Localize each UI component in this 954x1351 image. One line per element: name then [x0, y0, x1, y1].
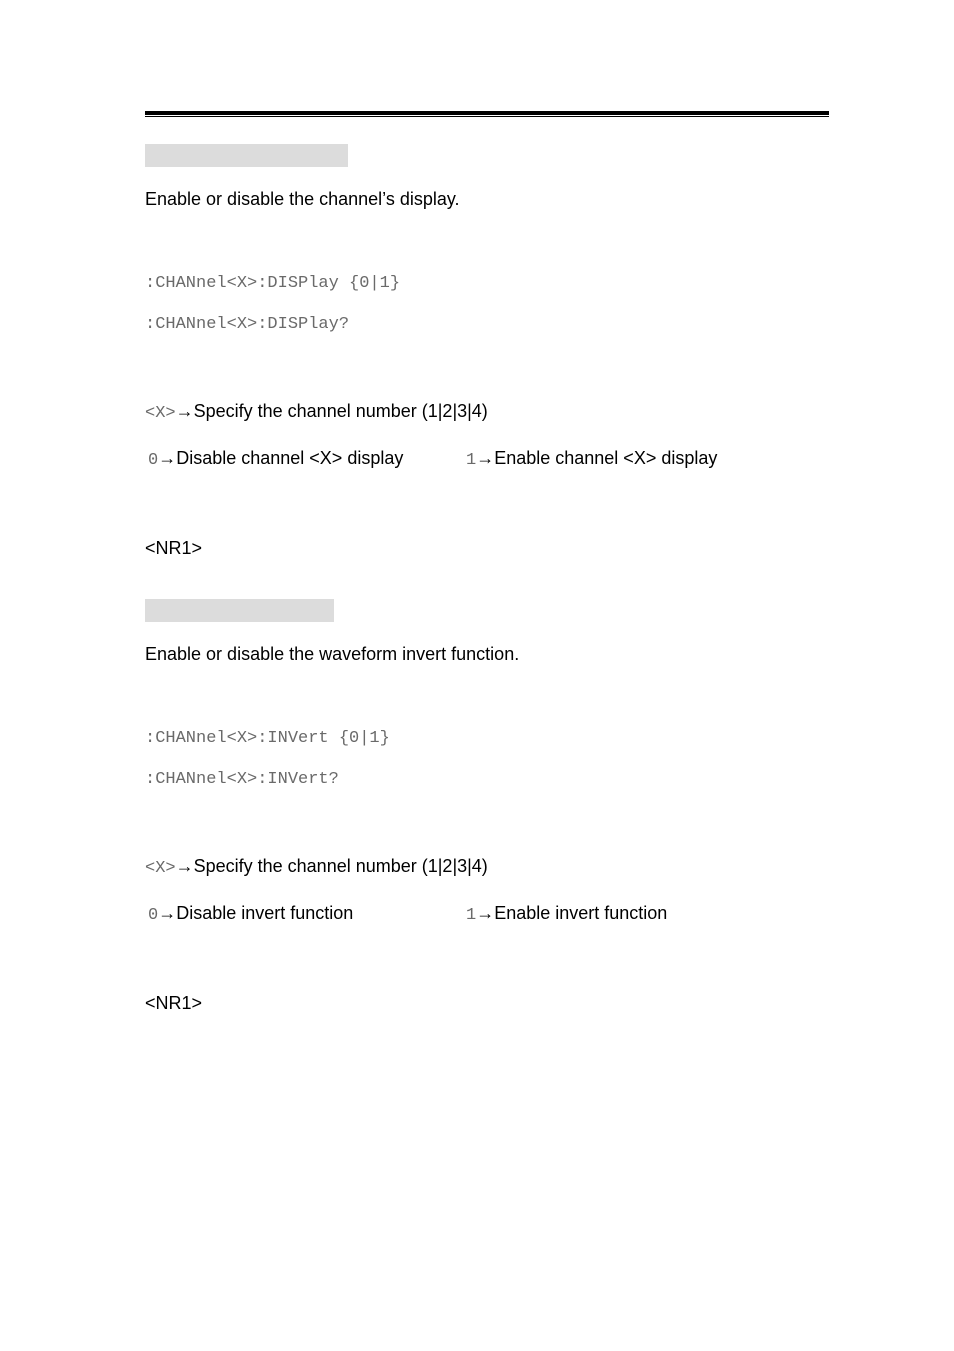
option-1-text: Enable invert function: [494, 903, 668, 923]
arrow: →: [175, 401, 194, 421]
syntax-query-display: :CHANnel<X>:DISPlay?: [145, 315, 350, 334]
syntax-query-invert: :CHANnel<X>:INVert?: [145, 770, 339, 789]
option-0-invert: [148, 902, 353, 927]
option-0-text: Disable channel <X> display: [176, 448, 404, 468]
syntax-set-invert: :CHANnel<X>:INVert {0|1}: [145, 729, 390, 748]
option-0-code: 0: [148, 906, 159, 925]
option-1-code: 1: [466, 906, 477, 925]
section-heading-bar-invert: [145, 599, 334, 622]
arrow: →: [476, 903, 495, 923]
option-0-code: 0: [148, 451, 159, 470]
description-invert: Enable or disable the waveform invert function.: [145, 644, 520, 664]
param-x-invert: [145, 855, 488, 880]
param-x-display: [145, 400, 488, 425]
param-x-text: Specify the channel number (1|2|3|4): [193, 856, 488, 876]
option-1-display: [466, 447, 717, 472]
option-1-invert: [466, 902, 667, 927]
option-0-text: Disable invert function: [176, 903, 354, 923]
param-x-text: Specify the channel number (1|2|3|4): [193, 401, 488, 421]
header-rule-thin: [145, 116, 829, 117]
param-x-code: <X>: [145, 404, 176, 423]
arrow: →: [158, 448, 177, 468]
section-heading-bar-display: [145, 144, 348, 167]
option-0-display: [148, 447, 403, 472]
option-1-text: Enable channel <X> display: [494, 448, 718, 468]
arrow: →: [476, 448, 495, 468]
arrow: →: [158, 903, 177, 923]
return-format-invert: <NR1>: [145, 993, 203, 1013]
header-rule-thick: [145, 111, 829, 115]
return-format-display: <NR1>: [145, 538, 203, 558]
param-x-code: <X>: [145, 859, 176, 878]
arrow: →: [175, 856, 194, 876]
description-display: Enable or disable the channel’s display.: [145, 189, 460, 209]
syntax-set-display: :CHANnel<X>:DISPlay {0|1}: [145, 274, 401, 293]
option-1-code: 1: [466, 451, 477, 470]
